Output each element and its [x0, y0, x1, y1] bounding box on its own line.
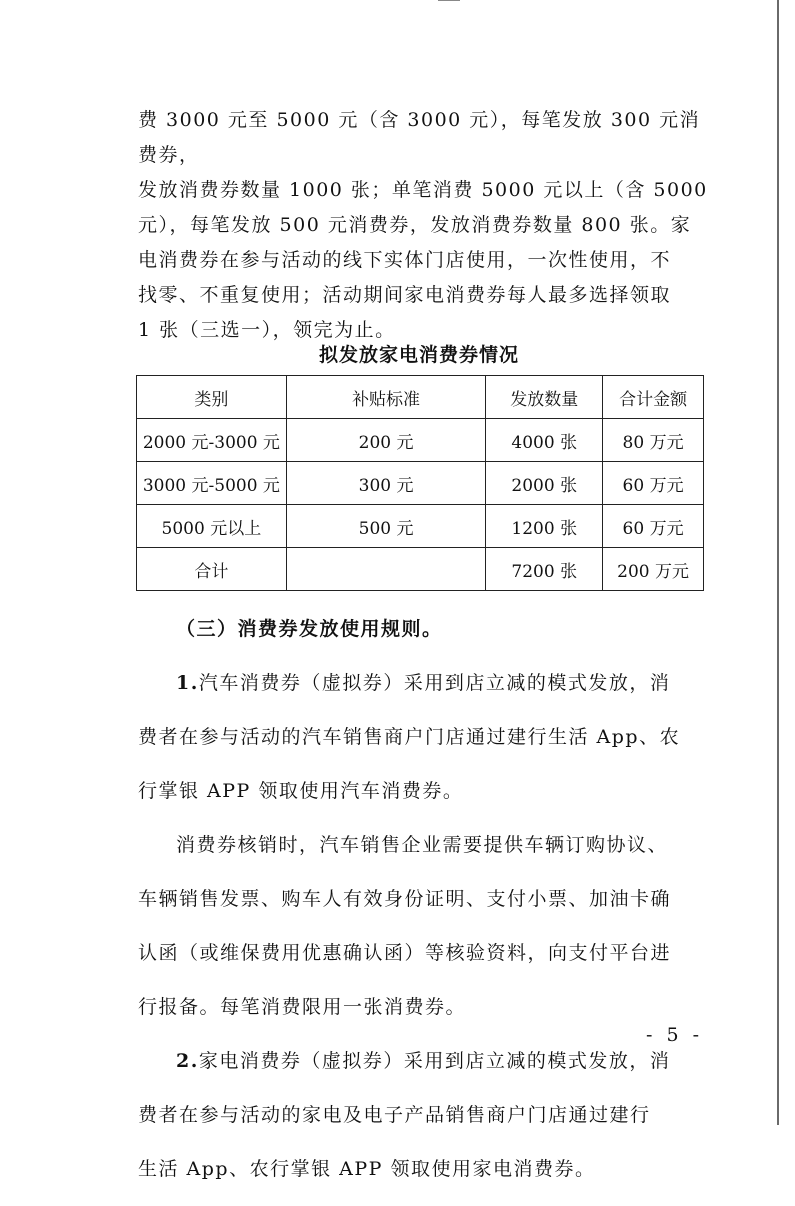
table-cell: 300 元: [286, 462, 486, 505]
table-cell: 3000 元-5000 元: [137, 462, 287, 505]
table-cell: 500 元: [286, 505, 486, 548]
rule-line: 家电消费券（虚拟券）采用到店立减的模式发放，消: [198, 1050, 671, 1072]
verify-line: 认函（或维保费用优惠确认函）等核验资料，向支付平台进: [138, 942, 672, 964]
intro-line: 元），每笔发放 500 元消费券，发放消费券数量 800 张。家: [138, 214, 692, 236]
table-cell: 4000 张: [486, 419, 603, 462]
table-header-row: [137, 376, 704, 419]
page-edge-line: [777, 0, 779, 1125]
scan-mark: [438, 0, 460, 11]
verify-line: 消费券核销时，汽车销售企业需要提供车辆订购协议、: [176, 834, 669, 856]
table-cell: 7200 张: [486, 548, 603, 591]
intro-line: 1 张（三选一），领完为止。: [138, 319, 396, 341]
table-title: 拟发放家电消费券情况: [318, 344, 519, 366]
table-cell: 200 元: [286, 419, 486, 462]
rule-number: 1.: [176, 672, 199, 694]
header-cell: 类别: [137, 376, 287, 419]
table-row: [137, 505, 704, 548]
table-cell: 60 万元: [603, 505, 704, 548]
rule-number: 2.: [176, 1050, 199, 1072]
table-row: [137, 462, 704, 505]
verify-line: 行报备。每笔消费限用一张消费券。: [138, 996, 467, 1018]
table-cell: 合计: [137, 548, 287, 591]
intro-line: 发放消费券数量 1000 张；单笔消费 5000 元以上（含 5000: [138, 179, 708, 201]
header-cell: 补贴标准: [286, 376, 486, 419]
rule-line: 行掌银 APP 领取使用汽车消费券。: [138, 780, 464, 802]
rule-line: 费者在参与活动的家电及电子产品销售商户门店通过建行: [138, 1104, 651, 1126]
table-cell: 2000 张: [486, 462, 603, 505]
table-cell: 60 万元: [603, 462, 704, 505]
section-3: [138, 593, 720, 1206]
table-cell: [286, 548, 486, 591]
rule-line: 汽车消费券（虚拟券）采用到店立减的模式发放，消: [198, 672, 671, 694]
rule-line: 费者在参与活动的汽车销售商户门店通过建行生活 App、农: [138, 726, 681, 748]
rule-2-paragraph: [138, 1044, 720, 1079]
page-number: - 5 -: [646, 1024, 704, 1046]
rule-1-paragraph: [138, 666, 720, 701]
coupon-table: [136, 375, 704, 591]
table-cell: 80 万元: [603, 419, 704, 462]
table-total-row: [137, 548, 704, 591]
table-cell: 2000 元-3000 元: [137, 419, 287, 462]
intro-line: 电消费券在参与活动的线下实体门店使用，一次性使用，不: [138, 249, 672, 271]
table-cell: 5000 元以上: [137, 505, 287, 548]
intro-paragraph: [138, 103, 720, 348]
intro-line: 费 3000 元至 5000 元（含 3000 元），每笔发放 300 元消费券，: [138, 109, 701, 166]
rule-line: 生活 App、农行掌银 APP 领取使用家电消费券。: [138, 1158, 596, 1180]
table-cell: 200 万元: [603, 548, 704, 591]
verify-line: 车辆销售发票、购车人有效身份证明、支付小票、加油卡确: [138, 888, 672, 910]
header-cell: 发放数量: [486, 376, 603, 419]
table-row: [137, 419, 704, 462]
header-cell: 合计金额: [603, 376, 704, 419]
intro-line: 找零、不重复使用；活动期间家电消费券每人最多选择领取: [138, 284, 672, 306]
table-cell: 1200 张: [486, 505, 603, 548]
section-heading: （三）消费券发放使用规则。: [176, 618, 443, 640]
